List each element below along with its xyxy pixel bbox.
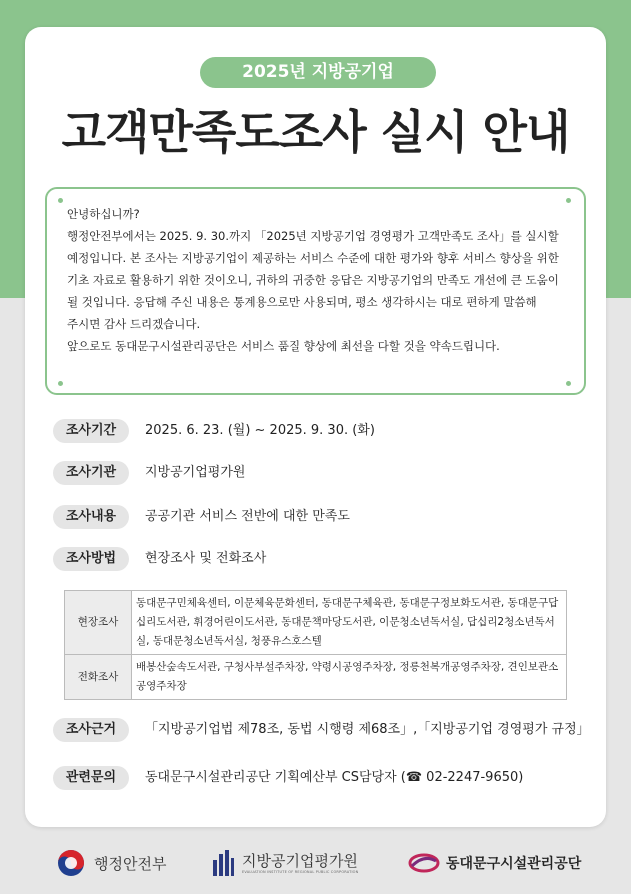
footer-logos [0, 845, 631, 885]
year-badge: 2025년 지방공기업 [200, 57, 436, 88]
evaluation-institute-logo [212, 845, 358, 881]
table-row [65, 655, 567, 700]
bars-icon [212, 850, 234, 876]
table-cell: 동대문구민체육센터, 이문체육문화센터, 동대문구체육관, 동대문구정보화도서관, 동대문구답십리도서관, 휘경어린이도서관, 동대문책마당도서관, 이문청소년독서실, 답십리2청소년독서실, 동대문청소년독서실, 청풍유스호스텔 [132, 591, 567, 655]
intro-line: 행정안전부에서는 2025. 9. 30.까지 「2025년 지방공기업 경영평가 고객만족도 조사」를 실시할 [67, 229, 559, 243]
logo-subtext: EVALUATION INSTITUTE OF REGIONAL PUBLIC CORPORATION [242, 869, 359, 874]
intro-line: 안녕하십니까? [67, 207, 140, 221]
info-value: 「지방공기업법 제78조, 동법 시행령 제68조」,「지방공기업 경영평가 규정」 [145, 722, 590, 737]
corner-dot [566, 198, 571, 203]
mois-logo [56, 845, 166, 881]
info-value: 현장조사 및 전화조사 [145, 551, 267, 566]
intro-line: 될 것입니다. 응답해 주신 내용은 통계용으로만 사용되며, 평소 생각하시는 대로 편하게 말씀해 [67, 295, 537, 309]
logo-text-group [242, 852, 358, 875]
info-label: 조사기간 [53, 419, 129, 443]
table-cell: 배봉산숲속도서관, 구청사부설주차장, 약령시공영주차장, 정릉천복개공영주차장, 견인보관소공영주차장 [132, 655, 567, 700]
info-value: 지방공기업평가원 [145, 465, 246, 480]
methods-table [64, 590, 567, 700]
info-value: 동대문구시설관리공단 기획예산부 CS담당자 (☎ 02-2247-9650) [145, 770, 524, 785]
table-header-cell: 현장조사 [65, 591, 132, 655]
info-label: 조사기관 [53, 461, 129, 485]
logo-text: 동대문구시설관리공단 [446, 856, 582, 872]
corner-dot [58, 198, 63, 203]
info-label: 조사내용 [53, 505, 129, 529]
info-label: 조사근거 [53, 718, 129, 742]
intro-line: 앞으로도 동대문구시설관리공단은 서비스 품질 향상에 최선을 다할 것을 약속드립니다. [67, 339, 500, 353]
swoosh-icon [408, 852, 440, 874]
intro-line: 주시면 감사 드리겠습니다. [67, 317, 201, 331]
ddm-facility-logo [408, 845, 581, 881]
info-value: 공공기관 서비스 전반에 대한 만족도 [145, 509, 350, 524]
intro-line: 예정입니다. 본 조사는 지방공기업이 제공하는 서비스 수준에 대한 평가와 향후 서비스 향상을 위한 [67, 251, 559, 265]
table-header-cell: 전화조사 [65, 655, 132, 700]
logo-text: 지방공기업평가원 [242, 851, 358, 870]
page-title: 고객만족도조사 실시 안내 [61, 105, 570, 159]
table-row [65, 591, 567, 655]
taegeuk-icon [56, 848, 86, 878]
info-label: 조사방법 [53, 547, 129, 571]
intro-box [45, 187, 586, 395]
logo-text: 행정안전부 [94, 854, 167, 873]
corner-dot [566, 381, 571, 386]
intro-line: 기초 자료로 활용하기 위한 것이오니, 귀하의 귀중한 응답은 지방공기업의 만족도 개선에 큰 도움이 [67, 273, 559, 287]
info-value: 2025. 6. 23. (월) ~ 2025. 9. 30. (화) [145, 423, 375, 438]
info-label: 관련문의 [53, 766, 129, 790]
corner-dot [58, 381, 63, 386]
